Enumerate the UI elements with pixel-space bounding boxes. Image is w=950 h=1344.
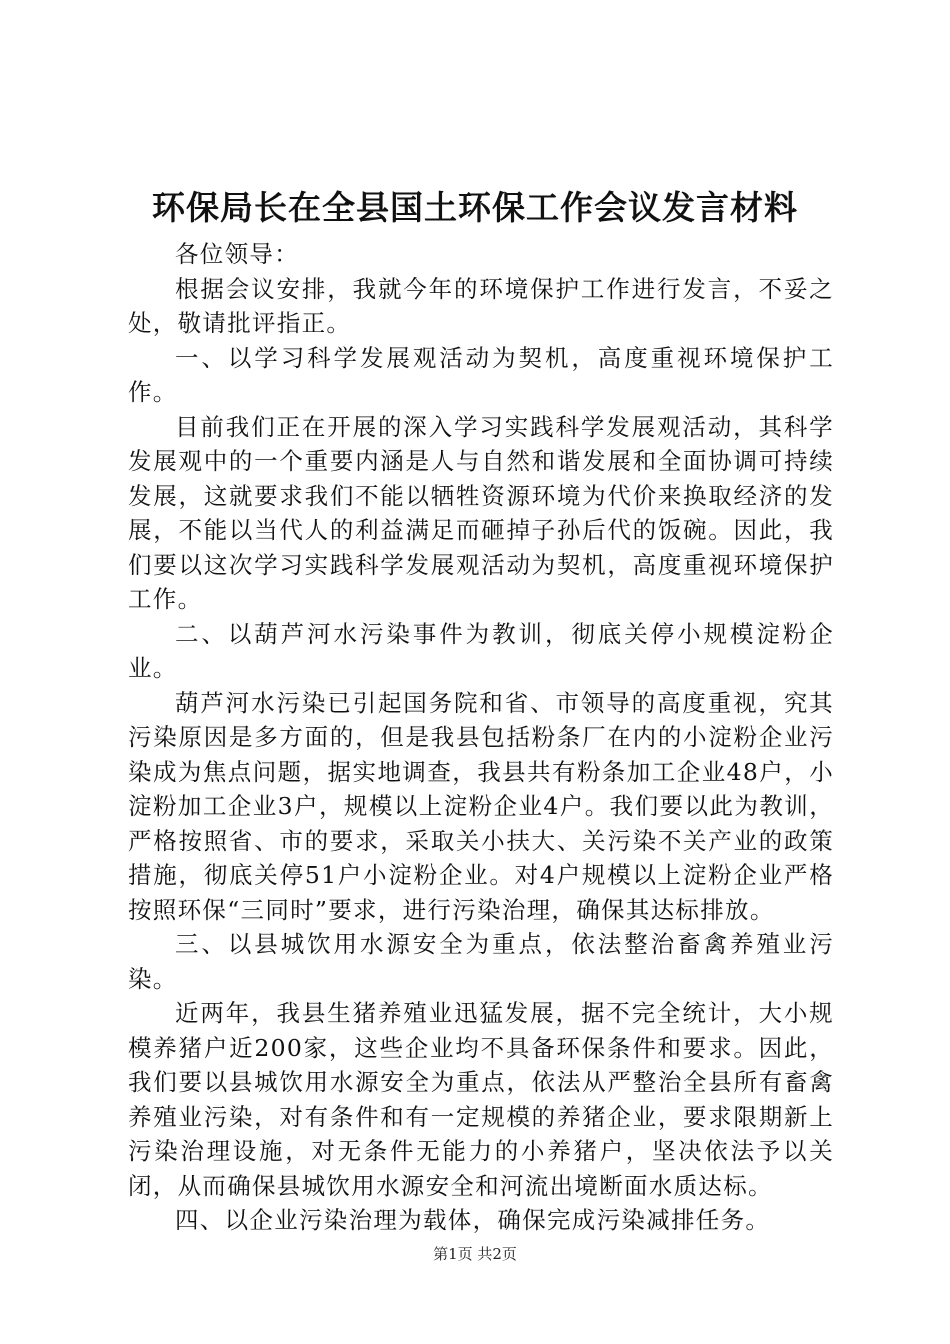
section-heading-4: 四、以企业污染治理为载体，确保完成污染减排任务。 <box>175 1206 771 1234</box>
page-footer: 第1页 共2页 <box>433 1245 517 1263</box>
section-heading-3: 三、以县城饮用水源安全为重点，依法整治畜禽养殖业污染。 <box>128 930 834 993</box>
section-heading-1: 一、以学习科学发展观活动为契机，高度重视环境保护工作。 <box>128 343 834 406</box>
section-body-1: 目前我们正在开展的深入学习实践科学发展观活动，其科学发展观中的一个重要内涵是人与自然和谐发展和全面协调可持续发展，这就要求我们不能以牺牲资源环境为代价来换取经济的发展，不能以当代人的利益满足而砸掉子孙后代的饭碗。因此，我们要以这次学习实践科学发展观活动为契机，高度重视环境保护工作。 <box>128 412 834 613</box>
section-body-2: 葫芦河水污染已引起国务院和省、市领导的高度重视，究其污染原因是多方面的，但是我县包括粉条厂在内的小淀粉企业污染成为焦点问题，据实地调查，我县共有粉条加工企业48户，小淀粉加工企业3户，规模以上淀粉企业4户。我们要以此为教训，严格按照省、市的要求，采取关小扶大、关污染不关产业的政策措施，彻底关停51户小淀粉企业。对4户规模以上淀粉企业严格按照环保“三同时”要求，进行污染治理，确保其达标排放。 <box>128 688 834 924</box>
document-body <box>128 237 834 1238</box>
salutation: 各位领导： <box>175 240 299 268</box>
intro-paragraph: 根据会议安排，我就今年的环境保护工作进行发言，不妥之处，敬请批评指正。 <box>128 274 834 337</box>
section-heading-2: 二、以葫芦河水污染事件为教训，彻底关停小规模淀粉企业。 <box>128 619 834 682</box>
section-body-3: 近两年，我县生猪养殖业迅猛发展，据不完全统计，大小规模养猪户近200家，这些企业均不具备环保条件和要求。因此，我们要以县城饮用水源安全为重点，依法从严整治全县所有畜禽养殖业污染，对有条件和有一定规模的养猪企业，要求限期新上污染治理设施，对无条件无能力的小养猪户，坚决依法予以关闭，从而确保县城饮用水源安全和河流出境断面水质达标。 <box>128 999 834 1200</box>
document-title: 环保局长在全县国土环保工作会议发言材料 <box>152 188 798 227</box>
